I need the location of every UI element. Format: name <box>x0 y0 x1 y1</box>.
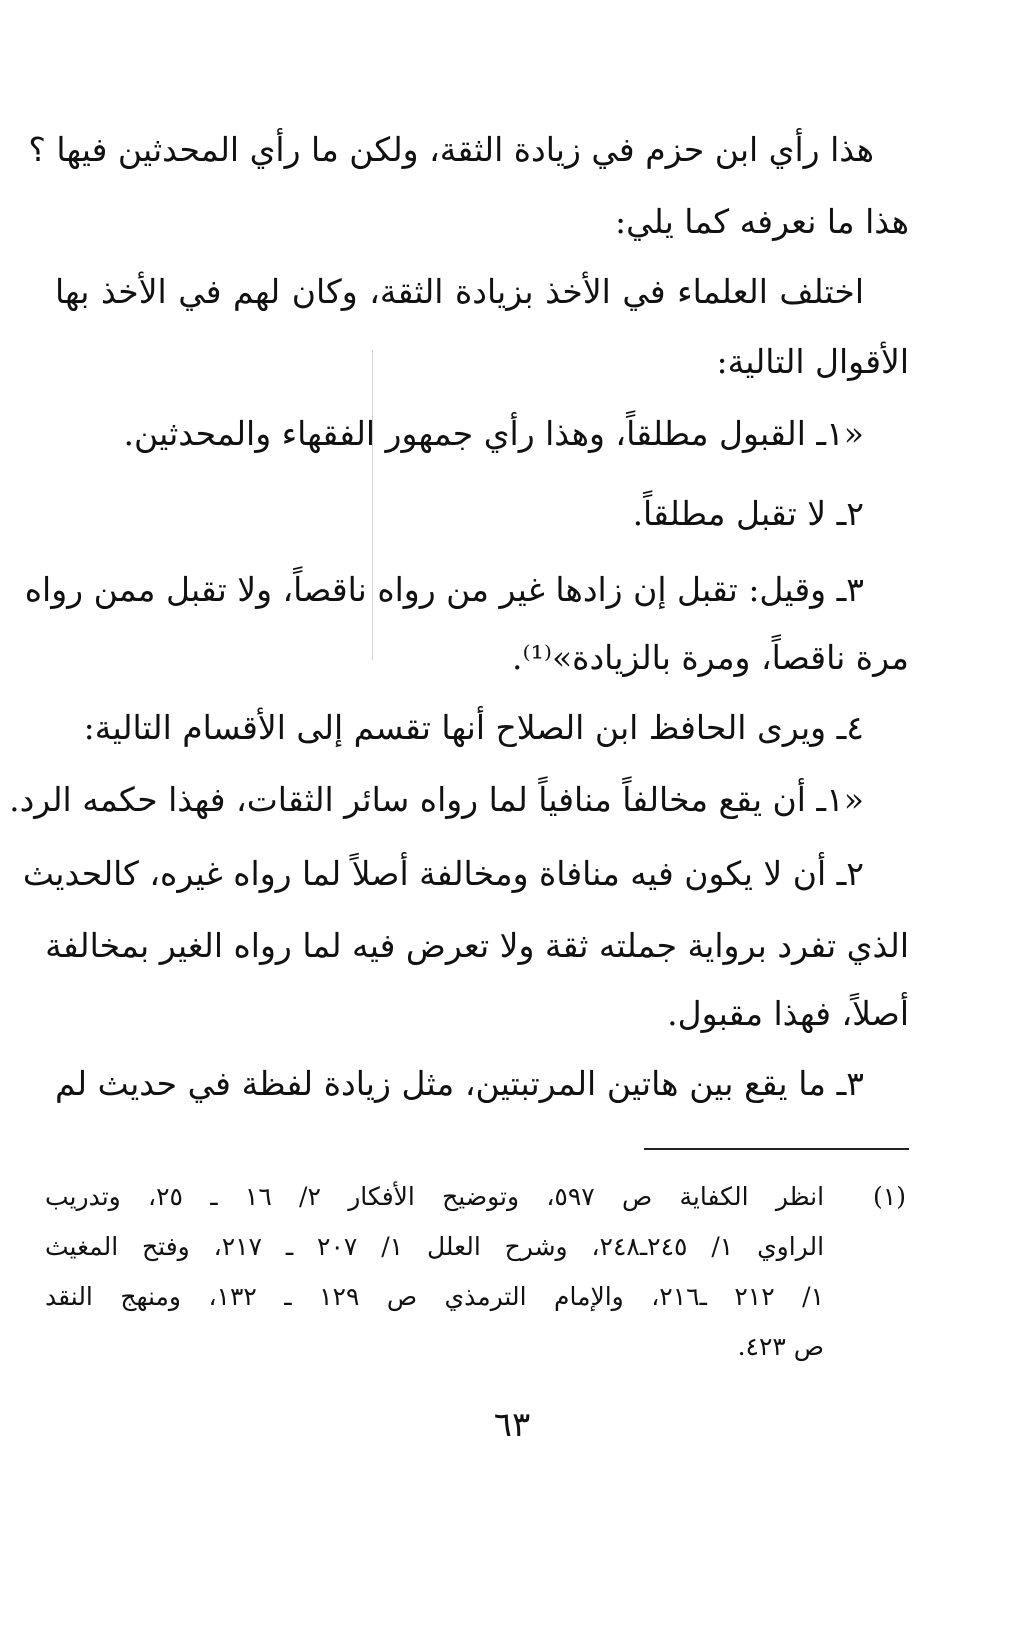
body-line-11: ٢ـ أن لا يكون فيه منافاة ومخالفة أصلاً لما رواه غيره، كالحديث <box>22 854 864 893</box>
footnote-number: (١) <box>873 1182 906 1211</box>
body-line-3: اختلف العلماء في الأخذ بزيادة الثقة، وكان لهم في الأخذ بها <box>55 272 864 311</box>
body-line-9: ٤ـ ويرى الحافظ ابن الصلاح أنها تقسم إلى الأقسام التالية: <box>83 708 864 747</box>
body-line-5: «١ـ القبول مطلقاً، وهذا رأي جمهور الفقهاء والمحدثين. <box>123 414 864 453</box>
body-line-13: أصلاً، فهذا مقبول. <box>667 994 909 1033</box>
footnote-line-3: ١/ ٢١٢ ـ٢١٦، والإمام الترمذي ص ١٢٩ ـ ١٣٢، ومنهج النقد <box>45 1282 824 1311</box>
footnote-separator <box>644 1148 909 1150</box>
body-line-2: هذا ما نعرفه كما يلي: <box>615 202 909 241</box>
footnote-line-4: ص ٤٢٣. <box>737 1332 824 1361</box>
body-line-10: «١ـ أن يقع مخالفاً منافياً لما رواه سائر الثقات، فهذا حكمه الرد. <box>9 780 864 819</box>
body-line-1: هذا رأي ابن حزم في زيادة الثقة، ولكن ما رأي المحدثين فيها ؟ <box>28 130 874 169</box>
footnote-line-1: انظر الكفاية ص ٥٩٧، وتوضيح الأفكار ٢/ ١٦ ـ ٢٥، وتدريب <box>45 1182 825 1211</box>
body-line-4: الأقوال التالية: <box>716 342 909 381</box>
body-line-14: ٣ـ ما يقع بين هاتين المرتبتين، مثل زيادة لفظة في حديث لم <box>55 1064 864 1103</box>
body-line-8: مرة ناقصاً، ومرة بالزيادة»⁽¹⁾. <box>512 638 909 677</box>
footnote-line-2: الراوي ١/ ٢٤٥ـ٢٤٨، وشرح العلل ١/ ٢٠٧ ـ ٢١٧، وفتح المغيث <box>45 1232 825 1261</box>
body-line-7: ٣ـ وقيل: تقبل إن زادها غير من رواه ناقصاً، ولا تقبل ممن رواه <box>24 570 864 609</box>
body-line-12: الذي تفرد برواية جملته ثقة ولا تعرض فيه لما رواه الغير بمخالفة <box>45 926 909 965</box>
page-number: ٦٣ <box>493 1405 531 1445</box>
body-line-6: ٢ـ لا تقبل مطلقاً. <box>632 494 864 533</box>
